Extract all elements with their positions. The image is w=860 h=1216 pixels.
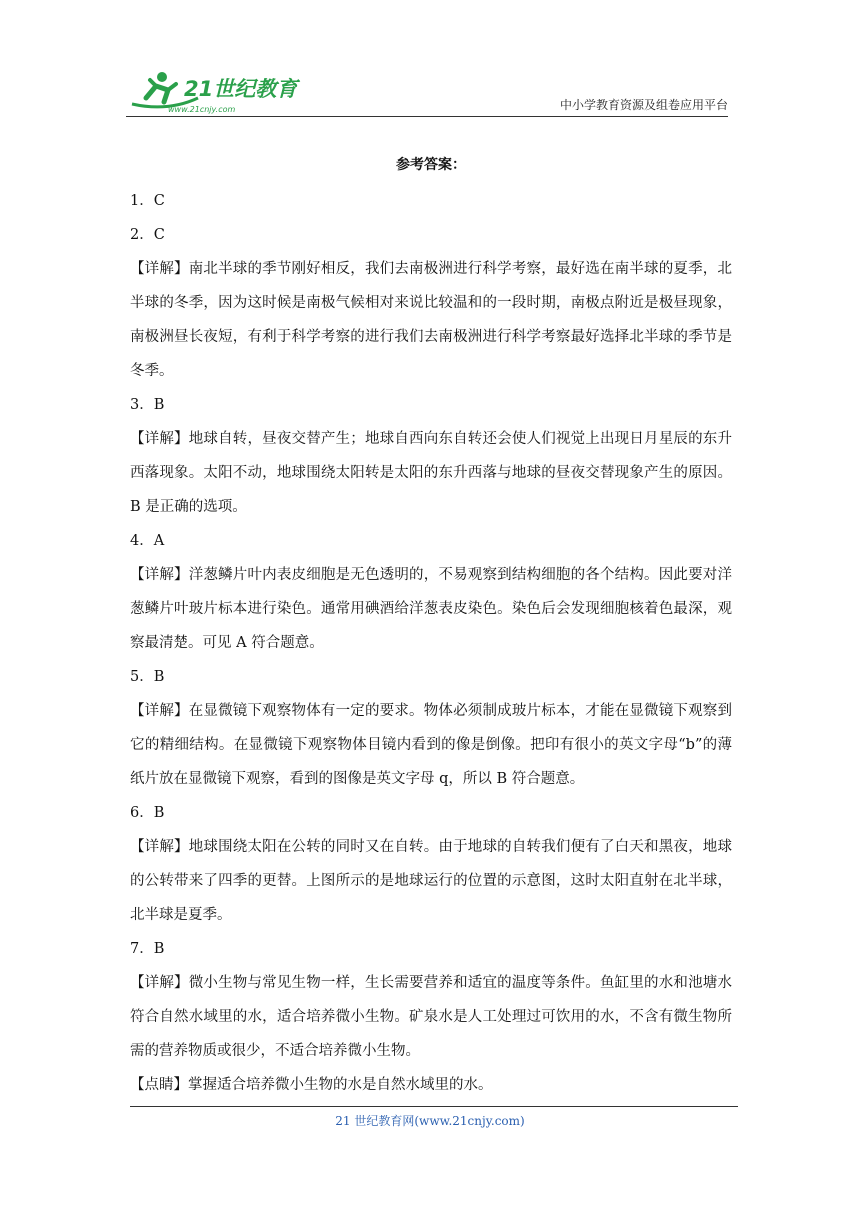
detail-text: 南北半球的季节刚好相反，我们去南极洲进行科学考察，最好选在南半球的夏季，北半球的冬季，因为这时候是南极气候相对来说比较温和的一段时期，南极点附近是极昼现象，南极洲昼长夜短，有利于科学考察的进行我们去南极洲进行科学考察最好选择北半球的季节是冬季。 [130,261,732,379]
detail-6 [130,830,732,932]
answer-2: 2．C [130,227,165,243]
detail-text: 洋葱鳞片叶内表皮细胞是无色透明的，不易观察到结构细胞的各个结构。因此要对洋葱鳞片叶玻片标本进行染色。通常用碘酒给洋葱表皮染色。染色后会发现细胞核着色最深，观察最清楚。可见 A 符合题意。 [130,567,732,651]
detail-text: 微小生物与常见生物一样，生长需要营养和适宜的温度等条件。鱼缸里的水和池塘水符合自然水域里的水，适合培养微小生物。矿泉水是人工处理过可饮用的水，不含有微生物所需的营养物质或很少，不适合培养微小生物。 [130,975,732,1059]
detail-2 [130,252,732,388]
detail-label: 【详解】 [130,703,189,719]
point-text: 掌握适合培养微小生物的水是自然水域里的水。 [188,1077,493,1093]
detail-label: 【详解】 [130,261,189,277]
header-divider [126,116,728,117]
detail-text: 地球自转，昼夜交替产生；地球自西向东自转还会使人们视觉上出现日月星辰的东升西落现象。太阳不动，地球围绕太阳转是太阳的东升西落与地球的昼夜交替现象产生的原因。B 是正确的选项。 [130,431,732,515]
answer-7: 7．B [130,941,165,957]
footer-site-text: 21 世纪教育网(www.21cnjy.com) [335,1114,525,1128]
point-label: 【点睛】 [130,1077,188,1093]
page-header [118,64,728,118]
detail-label: 【详解】 [130,567,189,583]
point-7 [130,1068,732,1102]
answer-4: 4．A [130,533,165,549]
answer-title: 参考答案： [396,157,466,173]
answer-3: 3．B [130,397,165,413]
detail-label: 【详解】 [130,431,189,447]
header-platform-text: 中小学教育资源及组卷应用平台 [559,98,728,112]
detail-7 [130,966,732,1068]
detail-5 [130,694,732,796]
answer-content [130,150,732,1102]
answer-5: 5．B [130,669,165,685]
detail-label: 【详解】 [130,975,189,991]
detail-text: 地球围绕太阳在公转的同时又在自转。由于地球的自转我们便有了白天和黑夜，地球的公转带来了四季的更替。上图所示的是地球运行的位置的示意图，这时太阳直射在北半球，北半球是夏季。 [130,839,732,923]
answer-6: 6．B [130,805,165,821]
svg-text:www.21cnjy.com: www.21cnjy.com [168,105,236,114]
detail-text: 在显微镜下观察物体有一定的要求。物体必须制成玻片标本，才能在显微镜下观察到它的精细结构。在显微镜下观察物体目镜内看到的像是倒像。把印有很小的英文字母“b”的薄纸片放在显微镜下观察，看到的图像是英文字母 q，所以 B 符合题意。 [130,703,732,787]
detail-label: 【详解】 [130,839,189,855]
detail-3 [130,422,732,524]
detail-4 [130,558,732,660]
svg-text:21世纪教育: 21世纪教育 [184,77,298,101]
site-logo [128,68,303,116]
answer-1: 1．C [130,193,165,209]
footer-divider [130,1106,738,1107]
